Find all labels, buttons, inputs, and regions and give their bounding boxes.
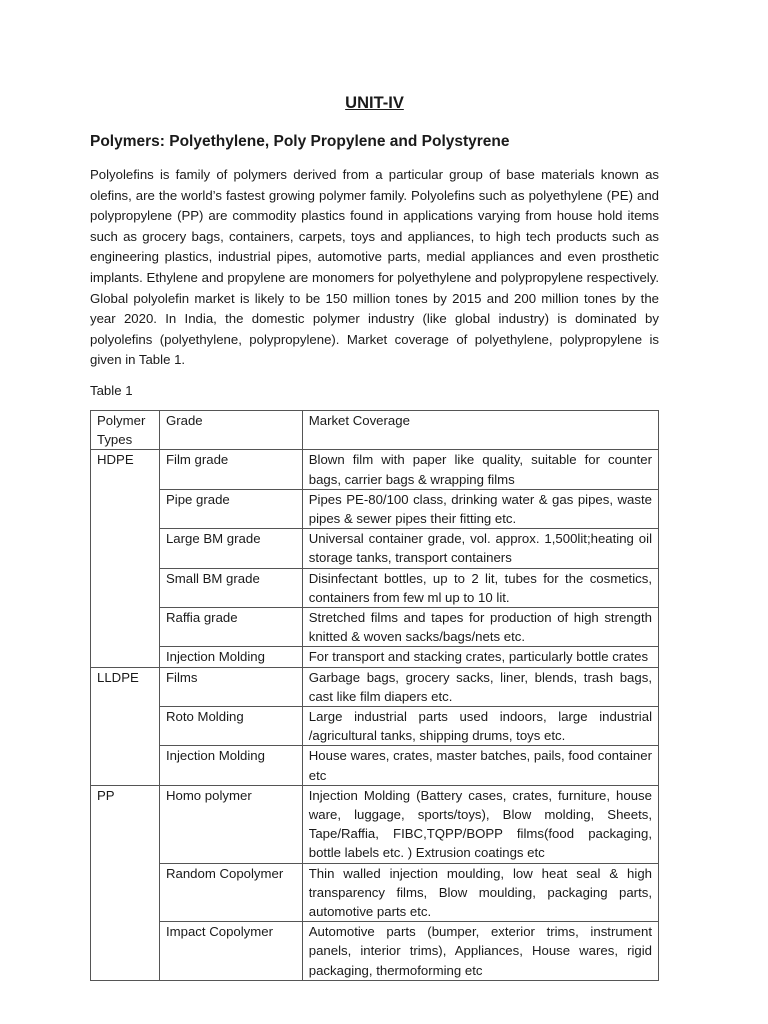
table-row	[91, 607, 659, 646]
polymer-type-cell	[91, 489, 160, 528]
grade-cell: Roto Molding	[159, 706, 302, 745]
polymer-type-cell: PP	[91, 785, 160, 863]
header-grade: Grade	[159, 410, 302, 449]
header-market-coverage: Market Coverage	[302, 410, 658, 449]
table-row	[91, 667, 659, 706]
market-coverage-cell: Automotive parts (bumper, exterior trims, instrument panels, interior trims), Appliances, House wares, rigid packaging, thermoforming etc	[302, 922, 658, 981]
table-header-row	[91, 410, 659, 449]
table-body	[91, 410, 659, 980]
polymer-type-cell	[91, 863, 160, 922]
market-coverage-cell: Thin walled injection moulding, low heat seal & high transparency films, Blow moulding, packaging parts, automotive parts etc.	[302, 863, 658, 922]
grade-cell: Injection Molding	[159, 647, 302, 667]
market-coverage-cell: Injection Molding (Battery cases, crates, furniture, house ware, luggage, sports/toys), Blow molding, Sheets, Tape/Raffia, FIBC,TQPP/BOPP films(food packaging, bottle labels etc. ) Extrusion coatings etc	[302, 785, 658, 863]
table-row	[91, 450, 659, 489]
polymer-type-cell	[91, 529, 160, 568]
polymer-type-cell	[91, 647, 160, 667]
table-row	[91, 922, 659, 981]
unit-title: UNIT-IV	[345, 94, 404, 112]
grade-cell: Impact Copolymer	[159, 922, 302, 981]
polymer-type-cell: LLDPE	[91, 667, 160, 706]
table-row	[91, 489, 659, 528]
section-title: Polymers: Polyethylene, Poly Propylene and Polystyrene	[90, 133, 510, 150]
table-row	[91, 568, 659, 607]
table-row	[91, 706, 659, 745]
table-row	[91, 647, 659, 667]
header-polymer-types: Polymer Types	[91, 410, 160, 449]
polymer-type-cell	[91, 922, 160, 981]
market-coverage-cell: Garbage bags, grocery sacks, liner, blends, trash bags, cast like film diapers etc.	[302, 667, 658, 706]
grade-cell: Small BM grade	[159, 568, 302, 607]
document-page	[90, 92, 659, 981]
market-coverage-cell: Universal container grade, vol. approx. 1,500lit;heating oil storage tanks, transport containers	[302, 529, 658, 568]
table-row	[91, 746, 659, 785]
grade-cell: Films	[159, 667, 302, 706]
polymer-type-cell	[91, 746, 160, 785]
polymer-type-cell	[91, 607, 160, 646]
polymer-type-cell	[91, 568, 160, 607]
grade-cell: Homo polymer	[159, 785, 302, 863]
grade-cell: Pipe grade	[159, 489, 302, 528]
market-coverage-cell: Pipes PE-80/100 class, drinking water & gas pipes, waste pipes & sewer pipes their fitting etc.	[302, 489, 658, 528]
grade-cell: Injection Molding	[159, 746, 302, 785]
table-row	[91, 529, 659, 568]
grade-cell: Large BM grade	[159, 529, 302, 568]
polymer-type-cell: HDPE	[91, 450, 160, 489]
intro-paragraph: Polyolefins is family of polymers derived from a particular group of base materials known as olefins, are the world’s fastest growing polymer family. Polyolefins such as polyethylene (PE) and polypropylene (PP) are commodity plastics found in applications varying from house hold items such as grocery bags, containers, carpets, toys and appliances, to high tech products such as engineering plastics, industrial pipes, automotive parts, medial appliances and even prosthetic implants. Ethylene and propylene are monomers for polyethylene and polypropylene respectively. Global polyolefin market is likely to be 150 million tones by 2015 and 200 million tones by the year 2020. In India, the domestic polymer industry (like global industry) is dominated by polyolefins (polyethylene, polypropylene). Market coverage of polyethylene, polypropylene is given in Table 1.	[90, 167, 659, 368]
market-coverage-cell: House wares, crates, master batches, pails, food container etc	[302, 746, 658, 785]
grade-cell: Raffia grade	[159, 607, 302, 646]
market-coverage-table	[90, 410, 659, 981]
market-coverage-cell: Stretched films and tapes for production of high strength knitted & woven sacks/bags/nets etc.	[302, 607, 658, 646]
market-coverage-cell: For transport and stacking crates, particularly bottle crates	[302, 647, 658, 667]
market-coverage-cell: Large industrial parts used indoors, large industrial /agricultural tanks, shipping drums, toys etc.	[302, 706, 658, 745]
table-caption: Table 1	[90, 382, 133, 398]
table-row	[91, 863, 659, 922]
market-coverage-cell: Disinfectant bottles, up to 2 lit, tubes for the cosmetics, containers from few ml up to 10 lit.	[302, 568, 658, 607]
market-coverage-cell: Blown film with paper like quality, suitable for counter bags, carrier bags & wrapping films	[302, 450, 658, 489]
grade-cell: Random Copolymer	[159, 863, 302, 922]
grade-cell: Film grade	[159, 450, 302, 489]
polymer-type-cell	[91, 706, 160, 745]
table-row	[91, 785, 659, 863]
